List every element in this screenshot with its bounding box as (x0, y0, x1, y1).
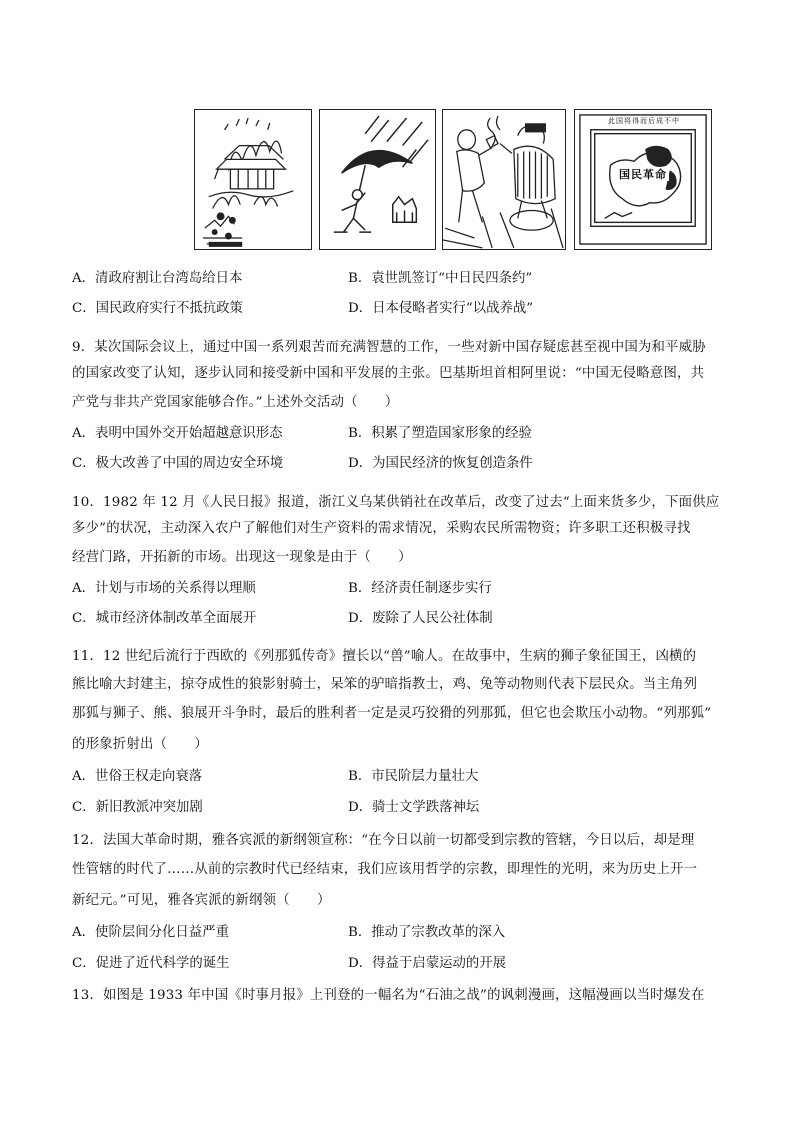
q9-option-d[interactable]: D．为国民经济的恢复创造条件 (348, 456, 533, 471)
q11-stem-line: 的形象折射出（ ） (72, 737, 208, 752)
toasting-figures-cartoon (442, 109, 566, 250)
q11-option-b[interactable]: B．市民阶层力量壮大 (348, 769, 479, 784)
umbrella-under-bullets-cartoon (319, 109, 436, 250)
q12-stem-line: 12．法国大革命时期，雅各宾派的新纲领宣称：“在今日以前一切都受到宗教的管辖，今日以后，却是理 (72, 833, 695, 848)
q12-option-b[interactable]: B．推动了宗教改革的深入 (348, 925, 506, 940)
q12-stem-line: 新纪元。”可见，雅各宾派的新纲领（ ） (72, 893, 331, 908)
q9-stem-line: 产党与非共产党国家能够合作。”上述外交活动（ ） (72, 395, 399, 410)
q9-stem-line: 的国家改变了认知，逐步认同和接受新中国和平发展的主张。巴基斯坦首相阿里说：“中国无侵略意图，共 (72, 366, 705, 381)
q10-option-c[interactable]: C．城市经济体制改革全面展开 (72, 611, 257, 626)
q11-stem-line: 熊比喻大封建主，掠夺成性的狼影射骑士，呆笨的驴暗指教士，鸡、兔等动物则代表下层民众。当主角列 (72, 677, 698, 692)
q10-stem-line: 经营门路，开拓新的市场。出现这一现象是由于（ ） (72, 550, 412, 565)
q8-option-a[interactable]: A．清政府割让台湾岛给日本 (72, 271, 243, 286)
q10-option-b[interactable]: B．经济责任制逐步实行 (348, 581, 492, 596)
q12-option-d[interactable]: D．得益于启蒙运动的开展 (348, 956, 507, 971)
q8-option-d[interactable]: D．日本侵略者实行“以战养战” (348, 301, 534, 316)
q10-stem-line: 多少”的状况，主动深入农户了解他们对生产资料的需求情况，采购农民所需物资；许多职工还积极寻找 (72, 521, 691, 536)
q11-stem-line: 那狐与狮子、熊、狼展开斗争时，最后的胜利者一定是灵巧狡猾的列那狐，但它也会欺压小动物。“列那狐” (72, 706, 712, 721)
q12-option-a[interactable]: A．使阶层间分化日益严重 (72, 925, 229, 940)
cartoon-banner-text: 此国将得而后成不中 (608, 117, 680, 125)
q11-option-c[interactable]: C．新旧教派冲突加剧 (72, 800, 203, 815)
q10-stem-line: 10．1982 年 12 月《人民日报》报道，浙江义乌某供销社在改革后，改变了过去“上面来货多少，下面供应 (72, 495, 720, 510)
q9-option-b[interactable]: B．积累了塑造国家形象的经验 (348, 426, 532, 441)
q9-option-a[interactable]: A．表明中国外交开始超越意识形态 (72, 426, 283, 441)
q9-stem-line: 9．某次国际会议上，通过中国一系列艰苦而充满智慧的工作，一些对新中国存疑虑甚至视中国为和平威胁 (72, 340, 706, 355)
q12-stem-line: 性管辖的时代了……从前的宗教时代已经结束，我们应该用哲学的宗教，即理性的光明，来为历史上开一 (72, 862, 698, 877)
framed-map-cartoon (574, 109, 712, 250)
q8-option-b[interactable]: B．袁世凯签订“中日民四条约” (348, 271, 533, 286)
q9-option-c[interactable]: C．极大改善了中国的周边安全环境 (72, 456, 284, 471)
q8-option-c[interactable]: C．国民政府实行不抵抗政策 (72, 301, 243, 316)
q13-stem-line: 13．如图是 1933 年中国《时事月报》上刊登的一幅名为“石油之战”的讽刺漫画，这幅漫画以当时爆发在 (72, 988, 705, 1003)
q10-option-d[interactable]: D．废除了人民公社体制 (348, 611, 493, 626)
cartoon-map-label: 国民革命 (619, 168, 667, 181)
cartoon-strip (194, 109, 712, 252)
q11-option-a[interactable]: A．世俗王权走向衰落 (72, 769, 203, 784)
q12-option-c[interactable]: C．促进了近代科学的诞生 (72, 956, 230, 971)
q11-option-d[interactable]: D．骑士文学跌落神坛 (348, 800, 480, 815)
burning-palace-cartoon (194, 109, 312, 250)
q11-stem-line: 11．12 世纪后流行于西欧的《列那狐传奇》擅长以“兽”喻人。在故事中，生病的狮子象征国王，凶横的 (72, 649, 697, 664)
q10-option-a[interactable]: A．计划与市场的关系得以理顺 (72, 581, 256, 596)
